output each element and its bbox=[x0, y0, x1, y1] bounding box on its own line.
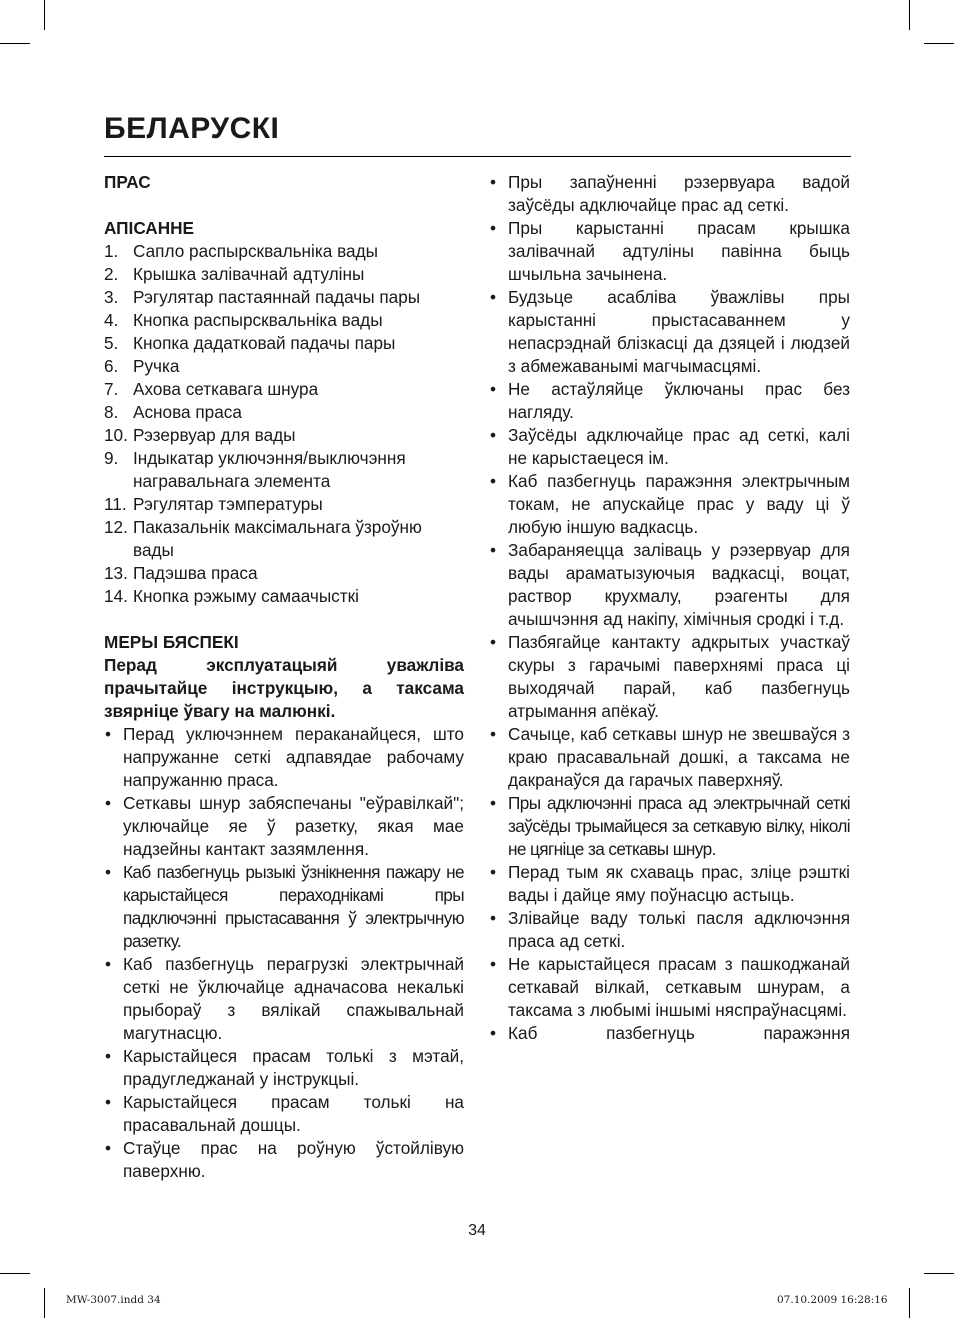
bullet-text: Перад тым як схаваць прас, зліце рэшткі вады і дайце яму поўнасцю астыць. bbox=[508, 862, 850, 905]
part-item bbox=[104, 286, 464, 309]
bullet-item bbox=[489, 1022, 850, 1045]
part-item bbox=[104, 378, 464, 401]
bullet-item bbox=[104, 1091, 464, 1137]
bullet-dot: • bbox=[490, 172, 497, 192]
bullet-item bbox=[489, 470, 850, 539]
bullet-item bbox=[104, 723, 464, 792]
bullet-item bbox=[489, 792, 850, 861]
bullet-text: Не карыстайцеся прасам з пашкоджанай сеткавай вілкай, сеткавым шнурам, а таксама з любымі іншымі няспраўнасцямі. bbox=[508, 954, 850, 1020]
bullet-item bbox=[489, 217, 850, 286]
part-label: Паказальнік максімальнага ўзроўню вады bbox=[133, 517, 422, 560]
part-label: Індыкатар уключэння/выключэння награвальнага элемента bbox=[133, 448, 406, 491]
bullet-text: Каб пазбегнуць рызыкі ўзнікнення пажару не карыстайцеся пераходнікамі пры падключэнні прыстасавання ў электрычную разетку. bbox=[123, 862, 464, 951]
part-number: 9. bbox=[104, 448, 119, 468]
bullet-dot: • bbox=[490, 632, 497, 652]
parts-list bbox=[104, 240, 464, 608]
part-number: 11. bbox=[104, 494, 127, 514]
part-number: 6. bbox=[104, 356, 119, 376]
bullet-text: Пры адключэнні праса ад электрычнай сеткі заўсёды трымайцеся за сеткавую вілку, ніколі не цягніце за сеткавы шнур. bbox=[508, 793, 850, 859]
part-item bbox=[104, 585, 464, 608]
part-item bbox=[104, 493, 464, 516]
bullet-dot: • bbox=[105, 954, 112, 974]
safety-bullets-left bbox=[104, 723, 464, 1183]
bullet-item bbox=[489, 907, 850, 953]
bullet-text: Заўсёды адключайце прас ад сеткі, калі не карыстаецеся ім. bbox=[508, 425, 850, 468]
right-column bbox=[489, 171, 850, 1045]
part-label: Падэшва праса bbox=[133, 563, 258, 583]
part-label: Рэгулятар тэмпературы bbox=[133, 494, 323, 514]
part-item bbox=[104, 516, 464, 562]
bullet-dot: • bbox=[490, 287, 497, 307]
bullet-text: Карыстайцеся прасам толькі на прасавальнай дошцы. bbox=[123, 1092, 464, 1135]
part-label: Ручка bbox=[133, 356, 180, 376]
crop-mark bbox=[0, 43, 30, 44]
page-number: 34 bbox=[468, 1222, 486, 1239]
left-column bbox=[104, 171, 464, 1183]
bullet-item bbox=[104, 861, 464, 953]
part-number: 1. bbox=[104, 241, 119, 261]
bullet-item bbox=[104, 792, 464, 861]
part-number: 14. bbox=[104, 586, 128, 606]
part-label: Ахова сеткавага шнура bbox=[133, 379, 319, 399]
footer-file: MW-3007.indd 34 bbox=[66, 1294, 161, 1306]
bullet-text: Каб пазбегнуць паражэння электрычным токам, не апускайце прас у ваду ці ў любую іншую вадкасць. bbox=[508, 471, 850, 537]
bullet-dot: • bbox=[490, 379, 497, 399]
part-label: Кнопка дадатковай падачы пары bbox=[133, 333, 396, 353]
bullet-text: Забараняецца заліваць у рэзервуар для вады араматызуючыя вадкасці, воцат, раствор крухмалу, рэагенты для ачышчэння ад накіпу, хімічныя сродкі і т.д. bbox=[508, 540, 850, 629]
bullet-dot: • bbox=[490, 425, 497, 445]
bullet-text: Будзьце асабліва ўважлівы пры карыстанні прыстасаваннем у непасрэднай блізкасці да дзяцей і людзей з абмежаванымі магчымасцямі. bbox=[508, 287, 850, 376]
bullet-item bbox=[489, 424, 850, 470]
part-number: 2. bbox=[104, 264, 119, 284]
crop-mark bbox=[44, 1288, 45, 1318]
heading-rule bbox=[104, 156, 851, 157]
part-number: 10. bbox=[104, 425, 128, 445]
crop-mark bbox=[924, 43, 954, 44]
part-item bbox=[104, 401, 464, 424]
bullet-item bbox=[104, 1045, 464, 1091]
bullet-dot: • bbox=[490, 218, 497, 238]
bullet-dot: • bbox=[105, 793, 112, 813]
bullet-text: Не астаўляйце ўключаны прас без нагляду. bbox=[508, 379, 850, 422]
bullet-text: Каб пазбегнуць перагрузкі электрычнай сеткі не ўключайце адначасова некалькі прыбораў з вялікай спажывальнай магутнасцю. bbox=[123, 954, 464, 1043]
part-item bbox=[104, 562, 464, 585]
bullet-text: Сеткавы шнур забяспечаны "еўравілкай"; уключайце яе ў разетку, якая мае надзейны кантакт зазямлення. bbox=[123, 793, 464, 859]
bullet-dot: • bbox=[105, 1138, 112, 1158]
part-label: Рэгулятар пастаяннай падачы пары bbox=[133, 287, 421, 307]
bullet-text: Стаўце прас на роўную ўстойлівую паверхню. bbox=[123, 1138, 464, 1181]
part-label: Кнопка рэжыму самаачысткі bbox=[133, 586, 359, 606]
bullet-text: Каб пазбегнуць паражэння bbox=[508, 1023, 850, 1043]
description-title: АПІСАННЕ bbox=[104, 218, 194, 238]
bullet-text: Злівайце ваду толькі пасля адключэння праса ад сеткі. bbox=[508, 908, 850, 951]
part-label: Крышка залівачнай адтуліны bbox=[133, 264, 365, 284]
bullet-dot: • bbox=[490, 908, 497, 928]
bullet-text: Перад уключэннем пераканайцеся, што напружанне сеткі адпавядае рабочаму напружанню праса. bbox=[123, 724, 464, 790]
bullet-item bbox=[104, 1137, 464, 1183]
bullet-item bbox=[489, 539, 850, 631]
bullet-dot: • bbox=[490, 1023, 497, 1043]
product-title: ПРАС bbox=[104, 172, 151, 192]
part-label: Сапло распырсквальніка вады bbox=[133, 241, 378, 261]
bullet-dot: • bbox=[490, 540, 497, 560]
crop-mark bbox=[909, 1288, 910, 1318]
part-item bbox=[104, 424, 464, 447]
part-number: 7. bbox=[104, 379, 119, 399]
bullet-dot: • bbox=[490, 954, 497, 974]
bullet-dot: • bbox=[490, 793, 497, 813]
part-item bbox=[104, 447, 464, 493]
bullet-dot: • bbox=[105, 1046, 112, 1066]
bullet-item bbox=[489, 378, 850, 424]
page-heading: БЕЛАРУСКІ bbox=[104, 112, 280, 145]
bullet-text: Пры запаўненні рэзервуара вадой заўсёды адключайце прас ад сеткі. bbox=[508, 172, 850, 215]
safety-title: МЕРЫ БЯСПЕКІ bbox=[104, 632, 239, 652]
bullet-item bbox=[489, 286, 850, 378]
part-number: 12. bbox=[104, 517, 128, 537]
part-item bbox=[104, 309, 464, 332]
part-label: Кнопка распырсквальніка вады bbox=[133, 310, 383, 330]
bullet-dot: • bbox=[105, 1092, 112, 1112]
crop-mark bbox=[924, 1273, 954, 1274]
bullet-text: Пры карыстанні прасам крышка залівачнай адтуліны павінна быць шчыльна зачынена. bbox=[508, 218, 850, 284]
safety-intro: Перад эксплуатацыяй уважліва прачытайце інструкцыю, а таксама звярніце ўвагу на малюнкі. bbox=[104, 655, 464, 721]
bullet-text: Сачыце, каб сеткавы шнур не звешваўся з краю прасавальнай дошкі, а таксама не дакранаўся да гарачых паверхняў. bbox=[508, 724, 850, 790]
bullet-text: Карыстайцеся прасам толькі з мэтай, прадугледжанай у інструкцыі. bbox=[123, 1046, 464, 1089]
part-number: 5. bbox=[104, 333, 119, 353]
bullet-item bbox=[489, 861, 850, 907]
bullet-item bbox=[489, 631, 850, 723]
part-item bbox=[104, 263, 464, 286]
bullet-item bbox=[489, 723, 850, 792]
part-label: Рэзервуар для вады bbox=[133, 425, 296, 445]
part-label: Аснова праса bbox=[133, 402, 242, 422]
bullet-item bbox=[104, 953, 464, 1045]
bullet-text: Пазбягайце кантакту адкрытых участкаў скуры з гарачымі паверхнямі праса ці выходячай парай, каб пазбегнуць атрымання апёкаў. bbox=[508, 632, 850, 721]
crop-mark bbox=[44, 0, 45, 30]
part-number: 3. bbox=[104, 287, 119, 307]
part-number: 8. bbox=[104, 402, 119, 422]
footer-timestamp: 07.10.2009 16:28:16 bbox=[777, 1294, 888, 1306]
bullet-dot: • bbox=[105, 862, 112, 882]
part-item bbox=[104, 332, 464, 355]
safety-bullets-right bbox=[489, 171, 850, 1045]
part-item bbox=[104, 240, 464, 263]
bullet-item bbox=[489, 171, 850, 217]
part-number: 4. bbox=[104, 310, 119, 330]
part-number: 13. bbox=[104, 563, 128, 583]
bullet-dot: • bbox=[105, 724, 112, 744]
bullet-item bbox=[489, 953, 850, 1022]
bullet-dot: • bbox=[490, 724, 497, 744]
bullet-dot: • bbox=[490, 862, 497, 882]
part-item bbox=[104, 355, 464, 378]
crop-mark bbox=[909, 0, 910, 30]
bullet-dot: • bbox=[490, 471, 497, 491]
crop-mark bbox=[0, 1273, 30, 1274]
